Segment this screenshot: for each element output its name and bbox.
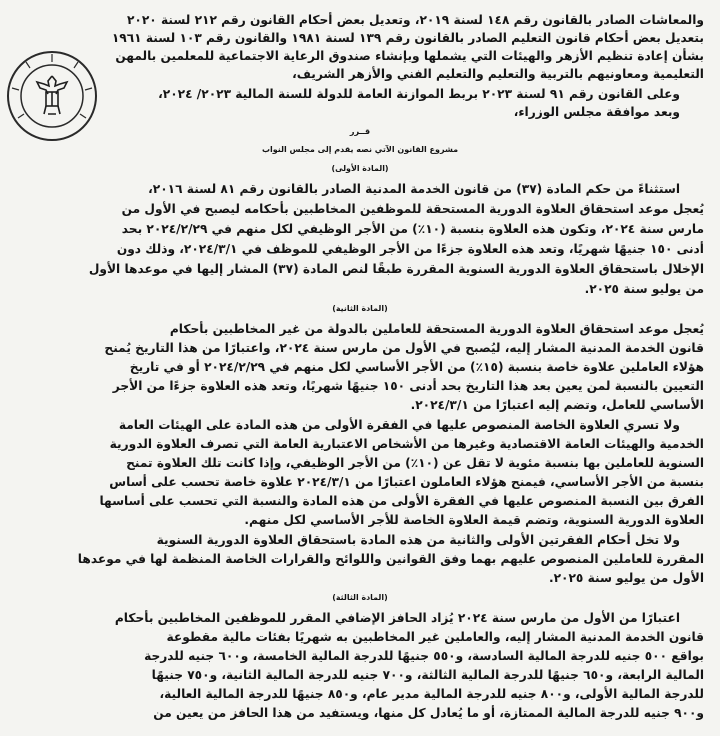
article-line: بنسبة من الأجر الأساسي، فيمنح هؤلاء العاملون اعتبارًا من ٢٠٢٤/٣/١ علاوة خاصة تحسب على أساس: [109, 475, 704, 489]
preamble-line: والمعاشات الصادر بالقانون رقم ١٤٨ لسنة ٢٠١٩، وتعديل بعض أحكام القانون رقم ٢١٢ لسنة ٢٠٢٠: [126, 13, 704, 27]
article-line: المقررة للعاملين المنصوص عليهم بهما وفق القوانين واللوائح والقرارات الخاصة المنظمة لها في موعدها: [77, 552, 704, 566]
article-line: أدنى ١٥٠ جنيهًا شهريًا، وتعد هذه العلاوة جزءًا من الأجر الوظيفي للموظف في ٢٠٢٤/٣/١، وذلك دون: [116, 242, 704, 256]
article-line: قانون الخدمة المدنية المشار إليه، ليُصبح في الأول من مارس سنة ٢٠٢٤، واعتبارًا من هذا التاريخ يُمنح: [104, 341, 704, 355]
article-line: ولا تخل أحكام الفقرتين الأولى والثانية من هذه المادة باستحقاق العلاوة الدورية السنوية: [156, 533, 680, 547]
decree-heading: قــرر: [349, 127, 371, 136]
article-line: الأساسي للعامل، وتضم إليه اعتبارًا من ٢٠٢٤/٣/١.: [410, 398, 704, 412]
preamble-line: التعليمية ومعاونيهم بالتربية والتعليم والتعليم الفني والأزهر الشريف،: [292, 67, 704, 81]
article-line: من يوليو سنة ٢٠٢٥.: [584, 282, 704, 296]
article-line: قانون الخدمة المدنية المشار إليه، والعاملين غير المخاطبين به شهريًا بفئات مالية مقطوعة: [166, 630, 704, 644]
preamble-line: وبعد موافقة مجلس الوزراء،: [513, 105, 680, 119]
article-line: الأول من يوليو سنة ٢٠٢٥.: [548, 571, 704, 585]
article-line: للدرجة المالية الأولى، و٨٠٠ جنيه للدرجة المالية مدير عام، و٨٥٠ جنيهًا للدرجة المالية العالية،: [159, 687, 704, 701]
article-line: الفرق بين النسبة المنصوص عليها في الفقرة الأولى من هذه المادة والنسبة التي تحسب على أساسها: [99, 494, 704, 508]
article-line: بواقع ٥٠٠ جنيه للدرجة المالية السادسة، و٥٥٠ جنيهًا للدرجة المالية الخامسة، و٦٠٠ جنيه للدرجة: [144, 649, 704, 663]
article-line: الخدمية والهيئات العامة الاقتصادية وغيرها من الأشخاص الاعتبارية العامة التي تصرف العلاوة الدورية: [109, 437, 704, 451]
article-line: ولا تسري العلاوة الخاصة المنصوص عليها في الفقرة الأولى من هذه المادة على الهيئات العامة: [118, 418, 680, 432]
article-line: الإخلال باستحقاق العلاوة الدورية السنوية المقررة طبقًا لنص المادة (٣٧) المشار إليها في موعدها الأول: [88, 262, 704, 276]
article-line: يُعجل موعد استحقاق العلاوة الدورية المستحقة للموظفين المخاطبين بأحكامه ليصبح في الأول من: [121, 202, 704, 216]
article-title: (المادة الثانية): [332, 304, 388, 313]
article-line: اعتبارًا من الأول من مارس سنة ٢٠٢٤ يُزاد الحافز الإضافي المقرر للموظفين المخاطبين بأحكام: [114, 611, 680, 625]
preamble-line: بتعديل بعض أحكام قانون التعليم الصادر بالقانون رقم ١٣٩ لسنة ١٩٨١ والقانون رقم ١٠٣ لسنة ١٩٦١: [111, 31, 704, 45]
article-title: (المادة الأولى): [331, 164, 389, 173]
article-line: التعيين بالنسبة لمن يعين بعد هذا التاريخ بحد أدنى ١٥٠ جنيهًا شهريًا، وتعد هذه العلاوة جزءًا من الأجر: [112, 379, 704, 393]
article-line: السنوية للعاملين بها بنسبة مئوية لا تقل عن (١٠٪) من الأجر الوظيفي، وإذا كانت تلك العلاوة تمنح: [126, 456, 704, 470]
article-line: المالية الرابعة، و٦٥٠ جنيهًا للدرجة المالية الثالثة، و٧٠٠ جنيه للدرجة المالية الثانية، و٧٥٠ جنيهًا: [151, 668, 704, 682]
preamble-line: وعلى القانون رقم ٩١ لسنة ٢٠٢٣ بربط الموازنة العامة للدولة للسنة المالية ٢٠٢٣/ ٢٠٢٤،: [158, 87, 680, 101]
article-line: يُعجل موعد استحقاق العلاوة الدورية المستحقة للعاملين بالدولة من غير المخاطبين بأحكام: [169, 322, 704, 336]
article-line: استثناءً من حكم المادة (٣٧) من قانون الخدمة المدنية الصادر بالقانون رقم ٨١ لسنة ٢٠١٦،: [148, 182, 680, 196]
article-line: و٩٠٠ جنيه للدرجة المالية الممتازة، أو ما يُعادل كل منها، ويستفيد من هذا الحافز من يعين من: [153, 706, 704, 720]
article-line: مارس سنة ٢٠٢٤، وتكون هذه العلاوة بنسبة (١٠٪) من الأجر الوظيفي لكل منهم في ٢٠٢٤/٢/٢٩ بحد: [121, 222, 704, 236]
document-subtitle: مشروع القانون الآتي نصه يقدم إلى مجلس النواب: [261, 145, 459, 154]
article-title: (المادة الثالثة): [332, 593, 388, 602]
preamble-line: بشأن إعادة تنظيم الأزهر والهيئات التي يشملها وبإنشاء صندوق الرعاية الاجتماعية للمعلمين بالمهن: [115, 49, 704, 63]
article-line: العلاوة الدورية السنوية، وتضم قيمة العلاوة الخاصة للأجر الأساسي لكل منهم.: [244, 513, 704, 527]
article-line: هؤلاء العاملين علاوة خاصة بنسبة (١٥٪) من الأجر الأساسي لكل منهم في ٢٠٢٤/٢/٢٩ أو في تاريخ: [129, 360, 704, 374]
